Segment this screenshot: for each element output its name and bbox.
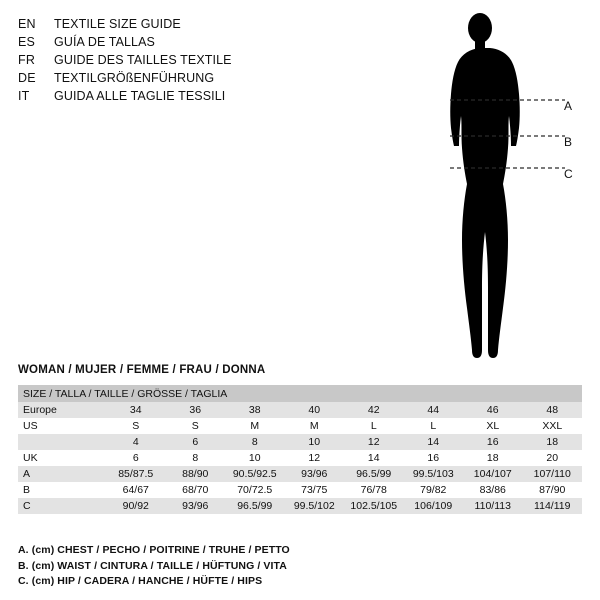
cell: 90.5/92.5 — [225, 466, 285, 482]
language-row-fr — [18, 52, 318, 69]
row-label-us-numeric — [18, 434, 106, 450]
cell: 18 — [463, 450, 523, 466]
language-row-de — [18, 70, 318, 87]
cell: 10 — [225, 450, 285, 466]
section-title: WOMAN / MUJER / FEMME / FRAU / DONNA — [18, 364, 266, 376]
cell: 12 — [285, 450, 345, 466]
cell: 14 — [344, 450, 404, 466]
cell: 70/72.5 — [225, 482, 285, 498]
cell: 16 — [463, 434, 523, 450]
cell: 76/78 — [344, 482, 404, 498]
cell: 64/67 — [106, 482, 166, 498]
cell: 12 — [344, 434, 404, 450]
table-row — [18, 466, 582, 482]
table-row — [18, 482, 582, 498]
cell: 4 — [106, 434, 166, 450]
cell: 79/82 — [404, 482, 464, 498]
cell: L — [344, 418, 404, 434]
cell: 85/87.5 — [106, 466, 166, 482]
cell: 106/109 — [404, 498, 464, 514]
cell: 88/90 — [166, 466, 226, 482]
cell: 93/96 — [166, 498, 226, 514]
note-b: B. (cm) WAIST / CINTURA / TAILLE / HÜFTUNG / VITA — [18, 559, 287, 572]
table-row — [18, 434, 582, 450]
language-code-de: DE — [18, 71, 36, 85]
cell: 96.5/99 — [225, 498, 285, 514]
measure-label-c: C — [564, 167, 573, 181]
cell: 40 — [285, 402, 345, 418]
cell: 107/110 — [523, 466, 583, 482]
cell: 99.5/102 — [285, 498, 345, 514]
cell: 87/90 — [523, 482, 583, 498]
cell: 93/96 — [285, 466, 345, 482]
cell: 38 — [225, 402, 285, 418]
cell: 104/107 — [463, 466, 523, 482]
cell: M — [285, 418, 345, 434]
language-header-block — [18, 16, 318, 106]
cell: 99.5/103 — [404, 466, 464, 482]
language-text-fr: GUIDE DES TAILLES TEXTILE — [54, 53, 232, 67]
cell: L — [404, 418, 464, 434]
cell: 36 — [166, 402, 226, 418]
cell: 73/75 — [285, 482, 345, 498]
row-label-b: B — [18, 482, 106, 498]
language-row-it — [18, 88, 318, 105]
cell: XL — [463, 418, 523, 434]
cell: 6 — [166, 434, 226, 450]
row-label-a: A — [18, 466, 106, 482]
cell: M — [225, 418, 285, 434]
female-silhouette-figure — [420, 8, 590, 368]
cell: 110/113 — [463, 498, 523, 514]
cell: 6 — [106, 450, 166, 466]
language-code-it: IT — [18, 89, 30, 103]
language-text-es: GUÍA DE TALLAS — [54, 35, 155, 49]
table-row — [18, 418, 582, 434]
cell: 102.5/105 — [344, 498, 404, 514]
cell: 14 — [404, 434, 464, 450]
language-code-es: ES — [18, 35, 36, 49]
cell: 20 — [523, 450, 583, 466]
measure-label-a: A — [564, 99, 573, 113]
row-label-europe: Europe — [18, 402, 106, 418]
cell: 96.5/99 — [344, 466, 404, 482]
table-row — [18, 402, 582, 418]
language-code-fr: FR — [18, 53, 36, 67]
language-text-de: TEXTILGRÖßENFÜHRUNG — [54, 71, 215, 85]
cell: 48 — [523, 402, 583, 418]
cell: 90/92 — [106, 498, 166, 514]
cell: S — [106, 418, 166, 434]
silhouette-shape — [450, 13, 520, 358]
table-row — [18, 450, 582, 466]
cell: 44 — [404, 402, 464, 418]
cell: XXL — [523, 418, 583, 434]
cell: 34 — [106, 402, 166, 418]
cell: 46 — [463, 402, 523, 418]
cell: 16 — [404, 450, 464, 466]
cell: S — [166, 418, 226, 434]
row-label-uk: UK — [18, 450, 106, 466]
measure-label-b: B — [564, 135, 573, 149]
measurement-legend — [18, 543, 518, 590]
language-row-en — [18, 16, 318, 33]
table-row — [18, 498, 582, 514]
cell: 114/119 — [523, 498, 583, 514]
cell: 8 — [166, 450, 226, 466]
size-table — [18, 385, 582, 514]
cell: 8 — [225, 434, 285, 450]
cell: 83/86 — [463, 482, 523, 498]
cell: 18 — [523, 434, 583, 450]
language-text-en: TEXTILE SIZE GUIDE — [54, 17, 181, 31]
note-c: C. (cm) HIP / CADERA / HANCHE / HÜFTE / HIPS — [18, 575, 263, 587]
cell: 42 — [344, 402, 404, 418]
table-header-row — [18, 385, 582, 402]
language-row-es — [18, 34, 318, 51]
row-label-us: US — [18, 418, 106, 434]
note-a: A. (cm) CHEST / PECHO / POITRINE / TRUHE / PETTO — [18, 544, 290, 556]
language-code-en: EN — [18, 17, 36, 31]
row-label-c: C — [18, 498, 106, 514]
table-header-label: SIZE / TALLA / TAILLE / GRÖSSE / TAGLIA — [18, 385, 582, 402]
language-text-it: GUIDA ALLE TAGLIE TESSILI — [54, 89, 226, 103]
cell: 10 — [285, 434, 345, 450]
cell: 68/70 — [166, 482, 226, 498]
